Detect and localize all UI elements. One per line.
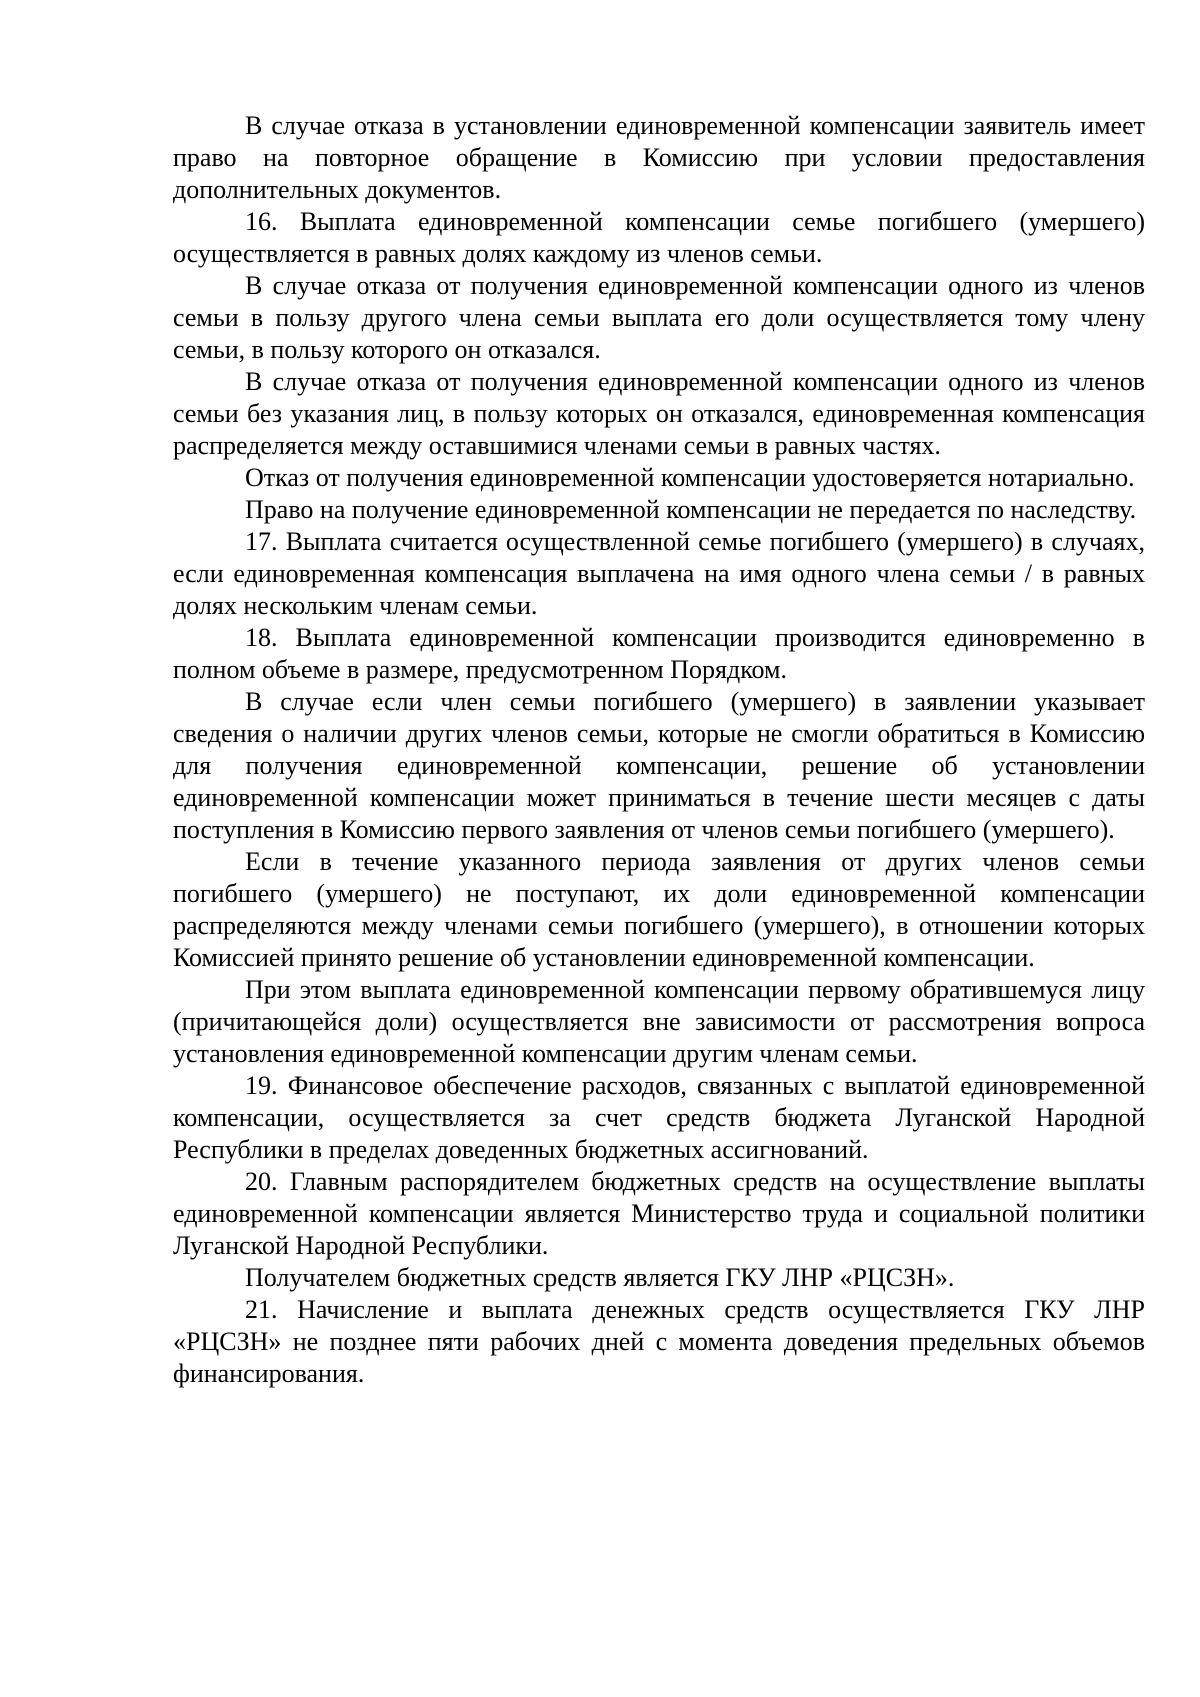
- paragraph-refusal-in-favor: В случае отказа от получения единовременной компенсации одного из членов семьи в пользу другого члена семьи выплата его доли осуществляется тому члену семьи, в пользу которого он отказался.: [173, 271, 1145, 364]
- paragraph-refusal-reapply: В случае отказа в установлении единовременной компенсации заявитель имеет право на повторное обращение в Комиссию при условии предоставления дополнительных документов.: [173, 111, 1145, 204]
- paragraph-recipient: Получателем бюджетных средств является ГКУ ЛНР «РЦСЗН».: [245, 1263, 955, 1292]
- paragraph-other-members: В случае если член семьи погибшего (умершего) в заявлении указывает сведения о наличии других членов семьи, которые не смогли обратиться в Комиссию для получения единовременной компенсации, решение об установлении единовременной компенсации может приниматься в течение шести месяцев с даты поступления в Комиссию первого заявления от членов семьи погибшего (умершего).: [173, 687, 1145, 844]
- paragraph-20: 20. Главным распорядителем бюджетных средств на осуществление выплаты единовременной компенсации является Министерство труда и социальной политики Луганской Народной Республики.: [173, 1167, 1145, 1260]
- paragraph-notarial: Отказ от получения единовременной компенсации удостоверяется нотариально.: [245, 463, 1135, 492]
- paragraph-16: 16. Выплата единовременной компенсации семье погибшего (умершего) осуществляется в равных долях каждому из членов семьи.: [173, 207, 1145, 268]
- paragraph-19: 19. Финансовое обеспечение расходов, связанных с выплатой единовременной компенсации, осуществляется за счет средств бюджета Луганской Народной Республики в пределах доведенных бюджетных ассигнований.: [173, 1071, 1145, 1164]
- paragraph-18: 18. Выплата единовременной компенсации производится единовременно в полном объеме в размере, предусмотренном Порядком.: [173, 623, 1145, 684]
- paragraph-17: 17. Выплата считается осуществленной семье погибшего (умершего) в случаях, если единовременная компенсация выплачена на имя одного члена семьи / в равных долях нескольким членам семьи.: [173, 527, 1145, 620]
- document-body: [173, 110, 1145, 1390]
- paragraph-redistribution: Если в течение указанного периода заявления от других членов семьи погибшего (умершего) не поступают, их доли единовременной компенсации распределяются между членами семьи погибшего (умершего), в отношении которых Комиссией принято решение об установлении единовременной компенсации.: [173, 847, 1145, 972]
- paragraph-refusal-unspecified: В случае отказа от получения единовременной компенсации одного из членов семьи без указания лиц, в пользу которых он отказался, единовременная компенсация распределяется между оставшимися членами семьи в равных частях.: [173, 367, 1145, 460]
- paragraph-first-applicant: При этом выплата единовременной компенсации первому обратившемуся лицу (причитающейся доли) осуществляется вне зависимости от рассмотрения вопроса установления единовременной компенсации другим членам семьи.: [173, 975, 1145, 1068]
- paragraph-21: 21. Начисление и выплата денежных средств осуществляется ГКУ ЛНР «РЦСЗН» не позднее пяти рабочих дней с момента доведения предельных объемов финансирования.: [173, 1295, 1145, 1388]
- paragraph-no-inheritance: Право на получение единовременной компенсации не передается по наследству.: [245, 495, 1137, 524]
